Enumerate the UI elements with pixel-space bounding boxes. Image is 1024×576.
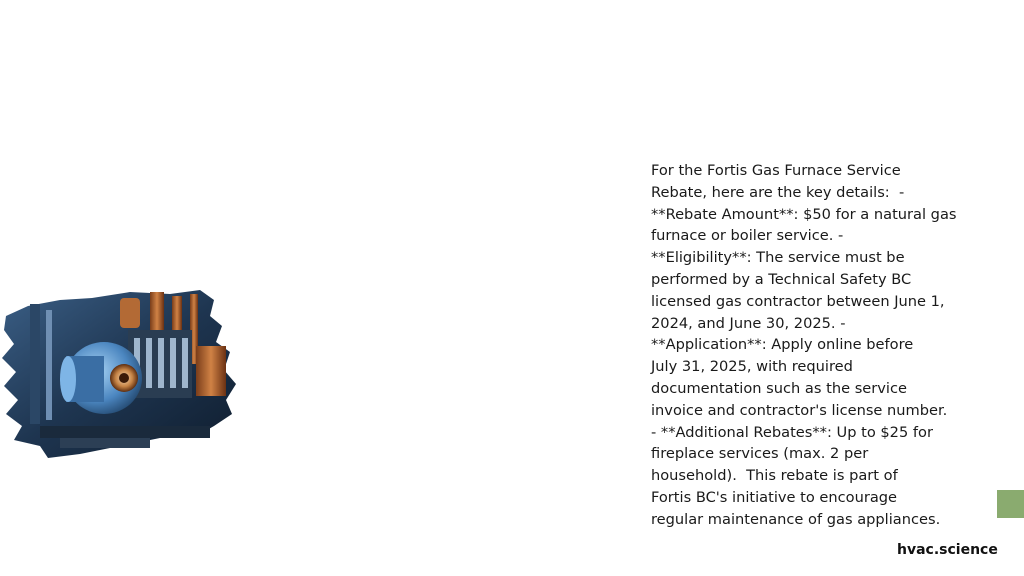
- site-watermark: hvac.science: [897, 542, 998, 558]
- rebate-details-text: For the Fortis Gas Furnace Service Rebate, here are the key details: - **Rebate Amount**: $50 for a natural gas furnace or boiler service. - **Eligibility**: The service must be performed by a Technical Safety BC licensed gas contractor between June 1, 2024, and June 30, 2025. - **Application**: Apply online before July 31, 2025, with required documentation such as the service invoice and contractor's license number. - **Additional Rebates**: Up to $25 for fireplace services (max. 2 per household). This rebate is part of Fortis BC's initiative to encourage regular maintenance of gas appliances.: [651, 162, 957, 528]
- furnace-machinery-icon: [0, 286, 238, 462]
- accent-block: [997, 490, 1024, 518]
